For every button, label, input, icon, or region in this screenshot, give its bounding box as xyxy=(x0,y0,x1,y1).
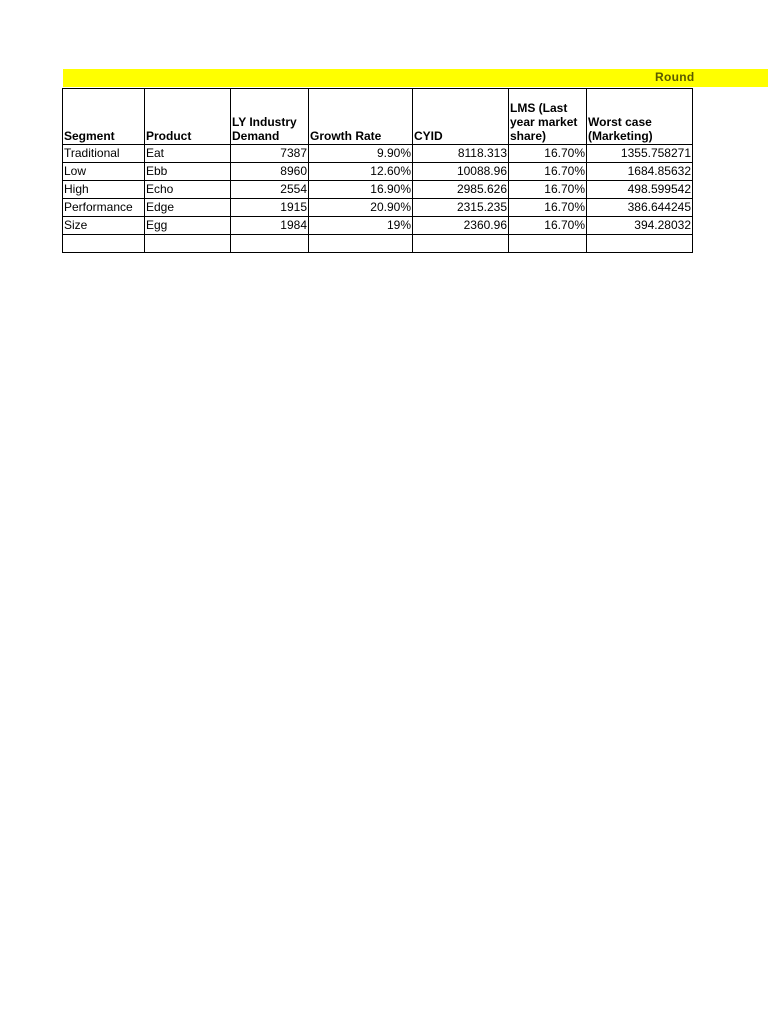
cell-lms[interactable]: 16.70% xyxy=(509,163,587,181)
cell-product[interactable]: Eat xyxy=(145,145,231,163)
cell-growth-rate[interactable]: 12.60% xyxy=(309,163,413,181)
cell-ly-demand[interactable]: 1984 xyxy=(231,217,309,235)
header-worst-case[interactable]: Worst case (Marketing) xyxy=(587,89,693,145)
empty-cell[interactable] xyxy=(309,235,413,253)
banner-label: Round xyxy=(655,70,695,84)
cell-ly-demand[interactable]: 1915 xyxy=(231,199,309,217)
header-product[interactable]: Product xyxy=(145,89,231,145)
empty-cell[interactable] xyxy=(145,235,231,253)
header-growth-rate[interactable]: Growth Rate xyxy=(309,89,413,145)
header-segment[interactable]: Segment xyxy=(63,89,145,145)
cell-worst-case[interactable]: 394.28032 xyxy=(587,217,693,235)
cell-cyid[interactable]: 10088.96 xyxy=(413,163,509,181)
cell-ly-demand[interactable]: 2554 xyxy=(231,181,309,199)
table-row xyxy=(63,163,693,181)
cell-ly-demand[interactable]: 8960 xyxy=(231,163,309,181)
cell-lms[interactable]: 16.70% xyxy=(509,217,587,235)
cell-growth-rate[interactable]: 20.90% xyxy=(309,199,413,217)
cell-product[interactable]: Egg xyxy=(145,217,231,235)
cell-segment[interactable]: Low xyxy=(63,163,145,181)
empty-row xyxy=(63,235,693,253)
table-row xyxy=(63,145,693,163)
header-ly-industry-demand[interactable]: LY Industry Demand xyxy=(231,89,309,145)
empty-cell[interactable] xyxy=(231,235,309,253)
data-table xyxy=(62,88,693,253)
cell-segment[interactable]: Traditional xyxy=(63,145,145,163)
cell-worst-case[interactable]: 1355.758271 xyxy=(587,145,693,163)
cell-segment[interactable]: Size xyxy=(63,217,145,235)
empty-cell[interactable] xyxy=(587,235,693,253)
empty-cell[interactable] xyxy=(63,235,145,253)
cell-growth-rate[interactable]: 9.90% xyxy=(309,145,413,163)
cell-lms[interactable]: 16.70% xyxy=(509,199,587,217)
cell-cyid[interactable]: 2360.96 xyxy=(413,217,509,235)
cell-worst-case[interactable]: 386.644245 xyxy=(587,199,693,217)
cell-growth-rate[interactable]: 16.90% xyxy=(309,181,413,199)
cell-segment[interactable]: High xyxy=(63,181,145,199)
cell-cyid[interactable]: 2315.235 xyxy=(413,199,509,217)
table-row xyxy=(63,181,693,199)
cell-product[interactable]: Edge xyxy=(145,199,231,217)
cell-worst-case[interactable]: 498.599542 xyxy=(587,181,693,199)
header-row xyxy=(63,89,693,145)
table-row xyxy=(63,217,693,235)
cell-ly-demand[interactable]: 7387 xyxy=(231,145,309,163)
cell-lms[interactable]: 16.70% xyxy=(509,181,587,199)
empty-cell[interactable] xyxy=(413,235,509,253)
table-row xyxy=(63,199,693,217)
cell-growth-rate[interactable]: 19% xyxy=(309,217,413,235)
cell-lms[interactable]: 16.70% xyxy=(509,145,587,163)
cell-product[interactable]: Ebb xyxy=(145,163,231,181)
cell-cyid[interactable]: 8118.313 xyxy=(413,145,509,163)
header-cyid[interactable]: CYID xyxy=(413,89,509,145)
cell-cyid[interactable]: 2985.626 xyxy=(413,181,509,199)
cell-segment[interactable]: Performance xyxy=(63,199,145,217)
cell-product[interactable]: Echo xyxy=(145,181,231,199)
cell-worst-case[interactable]: 1684.85632 xyxy=(587,163,693,181)
empty-cell[interactable] xyxy=(509,235,587,253)
header-lms[interactable]: LMS (Last year market share) xyxy=(509,89,587,145)
